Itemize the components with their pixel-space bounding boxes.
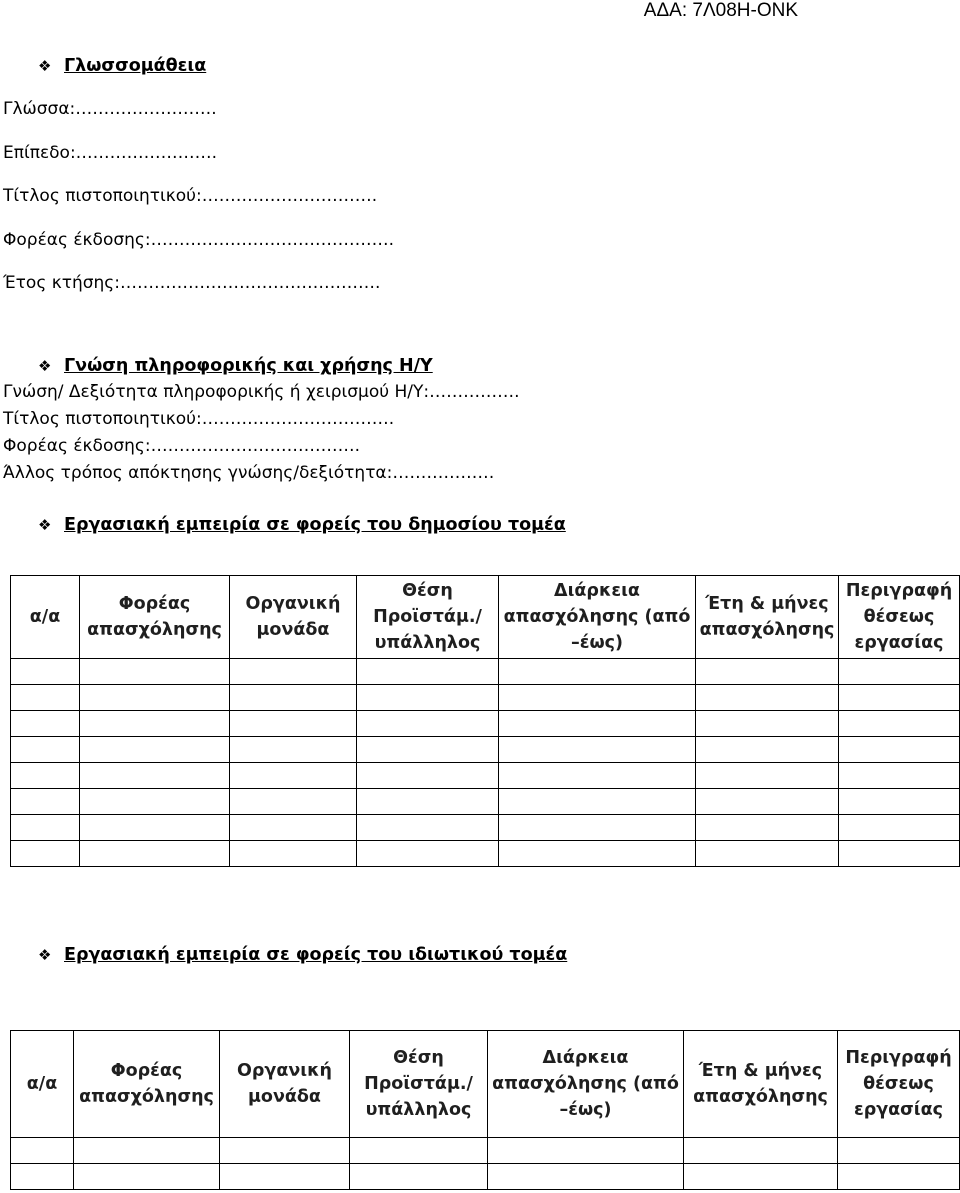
public-experience-title: Εργασιακή εμπειρία σε φορείς του δημοσίου τομέα (64, 515, 566, 535)
table-cell[interactable] (839, 815, 960, 841)
column-header: Φορέας απασχόλησης (74, 1031, 220, 1138)
table-cell[interactable] (11, 789, 80, 815)
table-cell[interactable] (839, 841, 960, 867)
table-cell[interactable] (230, 815, 357, 841)
table-cell[interactable] (11, 1138, 74, 1164)
table-cell[interactable] (230, 763, 357, 789)
table-cell[interactable] (220, 1164, 350, 1190)
ada-code: ΑΔΑ: 7Λ08Η-ΟΝΚ (643, 0, 798, 21)
languages-title: Γλωσσομάθεια (64, 56, 207, 76)
level-field: Επίπεδο:……………………. (3, 143, 218, 163)
column-header: Θέση Προϊστάμ./ υπάλληλος (350, 1031, 488, 1138)
table-cell[interactable] (839, 737, 960, 763)
private-experience-table (10, 1030, 960, 1190)
table-cell[interactable] (74, 1164, 220, 1190)
table-cell[interactable] (230, 737, 357, 763)
table-row (11, 711, 960, 737)
table-cell[interactable] (684, 1138, 838, 1164)
table-cell[interactable] (11, 737, 80, 763)
table-cell[interactable] (684, 1164, 838, 1190)
table-cell[interactable] (80, 711, 230, 737)
computer-issuer-field: Φορέας έκδοσης:………………………………. (3, 436, 361, 456)
table-cell[interactable] (499, 659, 696, 685)
table-cell[interactable] (357, 841, 499, 867)
year-field: Έτος κτήσης:………………………………………. (3, 273, 381, 293)
other-method-field: Άλλος τρόπος απόκτησης γνώσης/δεξιότητα:……………… (3, 463, 495, 483)
table-cell[interactable] (11, 815, 80, 841)
diamond-bullet-icon: ❖ (38, 516, 52, 534)
table-cell[interactable] (499, 763, 696, 789)
table-cell[interactable] (488, 1138, 684, 1164)
table-cell[interactable] (357, 737, 499, 763)
table-cell[interactable] (499, 685, 696, 711)
table-cell[interactable] (357, 659, 499, 685)
column-header: Έτη & μήνες απασχόλησης (696, 576, 839, 659)
table-cell[interactable] (696, 711, 839, 737)
table-cell[interactable] (357, 763, 499, 789)
table-cell[interactable] (357, 815, 499, 841)
computer-title: Γνώση πληροφορικής και χρήσης Η/Υ (64, 356, 433, 376)
table-cell[interactable] (696, 659, 839, 685)
public-experience-table (10, 575, 960, 867)
language-field: Γλώσσα:……………………. (3, 99, 217, 119)
table-cell[interactable] (11, 1164, 74, 1190)
table-cell[interactable] (230, 789, 357, 815)
column-header: Διάρκεια απασχόλησης (από –έως) (499, 576, 696, 659)
table-row (11, 789, 960, 815)
table-row (11, 659, 960, 685)
column-header: α/α (11, 576, 80, 659)
table-cell[interactable] (11, 685, 80, 711)
table-header-row (11, 576, 960, 659)
column-header: Θέση Προϊστάμ./ υπάλληλος (357, 576, 499, 659)
table-cell[interactable] (230, 841, 357, 867)
table-cell[interactable] (839, 789, 960, 815)
table-cell[interactable] (80, 815, 230, 841)
table-cell[interactable] (80, 737, 230, 763)
table-cell[interactable] (11, 841, 80, 867)
table-cell[interactable] (839, 659, 960, 685)
table-cell[interactable] (230, 685, 357, 711)
table-cell[interactable] (696, 789, 839, 815)
table-cell[interactable] (499, 711, 696, 737)
table-cell[interactable] (499, 815, 696, 841)
table-row (11, 1164, 960, 1190)
table-cell[interactable] (839, 711, 960, 737)
table-cell[interactable] (357, 685, 499, 711)
table-cell[interactable] (499, 789, 696, 815)
table-cell[interactable] (838, 1138, 960, 1164)
computer-heading (38, 355, 433, 377)
column-header: Φορέας απασχόλησης (80, 576, 230, 659)
column-header: Περιγραφή θέσεως εργασίας (839, 576, 960, 659)
computer-certificate-field: Τίτλος πιστοποιητικού:……………………………. (3, 409, 395, 429)
table-cell[interactable] (80, 685, 230, 711)
table-cell[interactable] (80, 763, 230, 789)
column-header: Περιγραφή θέσεως εργασίας (838, 1031, 960, 1138)
column-header: α/α (11, 1031, 74, 1138)
certificate-title-field: Τίτλος πιστοποιητικού:…………………………. (3, 186, 378, 206)
table-cell[interactable] (499, 841, 696, 867)
table-row (11, 763, 960, 789)
table-cell[interactable] (357, 711, 499, 737)
computer-skill-field: Γνώση/ Δεξιότητα πληροφορικής ή χειρισμού Η/Υ:……………. (3, 382, 520, 402)
table-cell[interactable] (499, 737, 696, 763)
table-cell[interactable] (350, 1164, 488, 1190)
table-cell[interactable] (696, 841, 839, 867)
column-header: Διάρκεια απασχόλησης (από –έως) (488, 1031, 684, 1138)
diamond-bullet-icon: ❖ (38, 946, 52, 964)
table-cell[interactable] (357, 789, 499, 815)
table-cell[interactable] (696, 737, 839, 763)
column-header: Οργανική μονάδα (230, 576, 357, 659)
table-cell[interactable] (839, 685, 960, 711)
private-experience-title: Εργασιακή εμπειρία σε φορείς του ιδιωτικού τομέα (64, 945, 568, 965)
public-experience-heading (38, 514, 566, 536)
table-row (11, 685, 960, 711)
table-row (11, 815, 960, 841)
table-row (11, 737, 960, 763)
column-header: Έτη & μήνες απασχόλησης (684, 1031, 838, 1138)
table-cell[interactable] (220, 1138, 350, 1164)
diamond-bullet-icon: ❖ (38, 57, 52, 75)
issuer-field: Φορέας έκδοσης:……………………………………. (3, 230, 395, 250)
table-cell[interactable] (696, 815, 839, 841)
table-cell[interactable] (230, 711, 357, 737)
table-cell[interactable] (11, 763, 80, 789)
table-cell[interactable] (80, 841, 230, 867)
table-row (11, 841, 960, 867)
column-header: Οργανική μονάδα (220, 1031, 350, 1138)
languages-heading (38, 55, 206, 77)
table-cell[interactable] (696, 685, 839, 711)
table-cell[interactable] (230, 659, 357, 685)
table-cell[interactable] (350, 1138, 488, 1164)
table-header-row (11, 1031, 960, 1138)
table-cell[interactable] (80, 659, 230, 685)
private-experience-heading (38, 944, 567, 966)
table-cell[interactable] (11, 659, 80, 685)
table-cell[interactable] (696, 763, 839, 789)
diamond-bullet-icon: ❖ (38, 357, 52, 375)
table-cell[interactable] (80, 789, 230, 815)
table-row (11, 1138, 960, 1164)
table-cell[interactable] (838, 1164, 960, 1190)
table-cell[interactable] (11, 711, 80, 737)
table-cell[interactable] (74, 1138, 220, 1164)
table-cell[interactable] (488, 1164, 684, 1190)
table-cell[interactable] (839, 763, 960, 789)
